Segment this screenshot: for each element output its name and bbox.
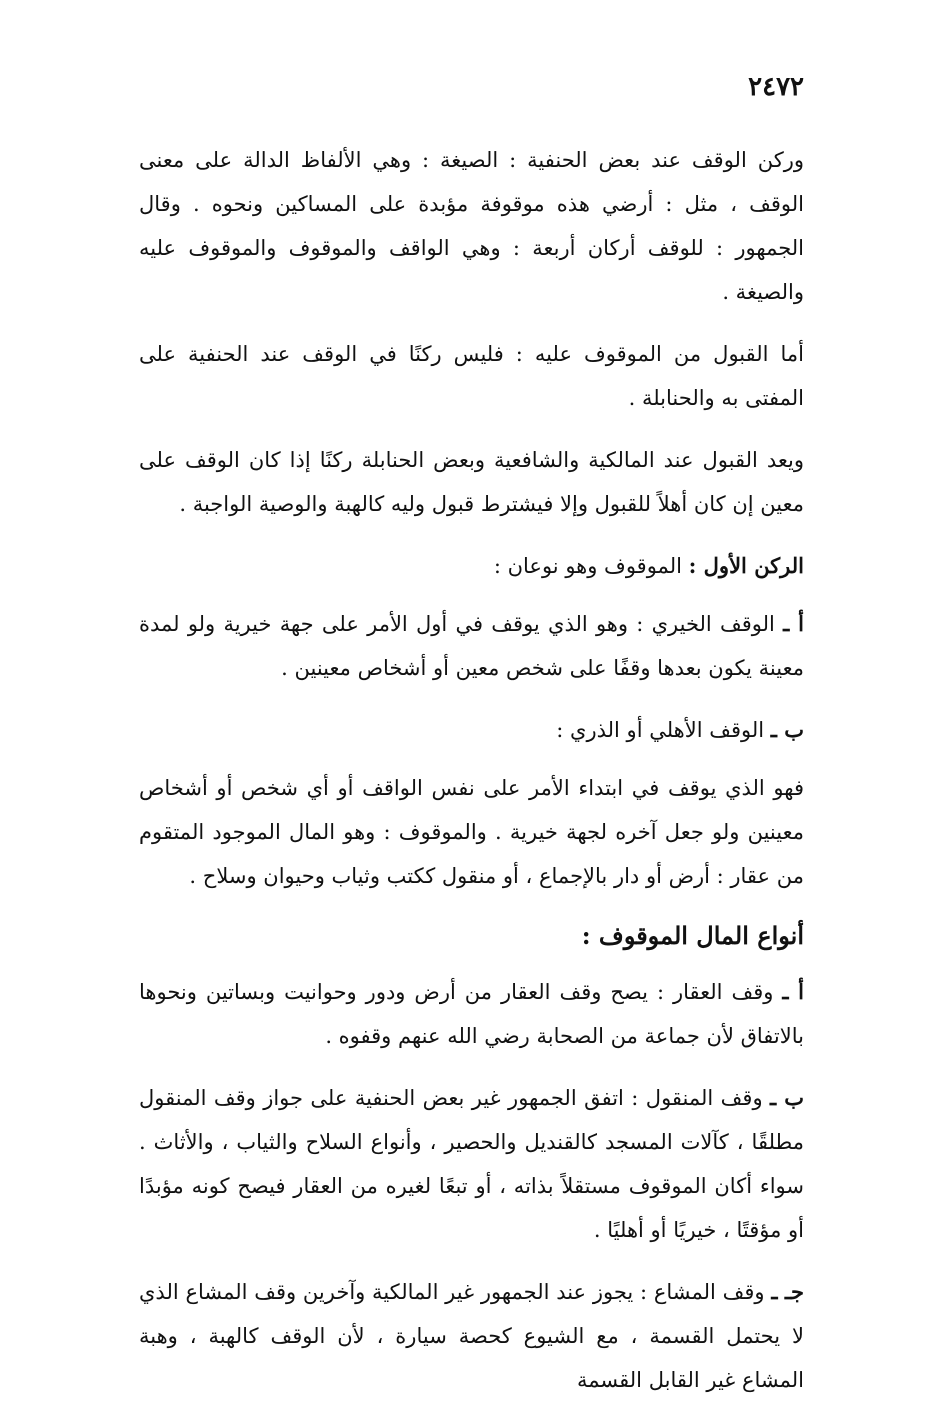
paragraph-text: الوقف الأهلي أو الذري : [556,718,771,742]
paragraph-text: وقف المشاع : يجوز عند الجمهور غير المالكية وآخرين وقف المشاع الذي لا يحتمل القسمة ، مع الشيوع كحصة سيارة ، لأن الوقف كالهبة ، وهبة المشاع غير القابل القسمة [139,1280,804,1392]
section-heading: أنواع المال الموقوف : [581,921,804,950]
paragraph-text: الوقف الخيري : وهو الذي يوقف في أول الأمر على جهة خيرية ولو لمدة معينة يكون بعدها وقفًا على شخص معين أو أشخاص معينين . [139,612,804,680]
body-text [139,138,804,1420]
paragraph-lead: الركن الأول : [688,553,804,578]
paragraph-waqf-khayri [139,602,804,690]
page-number: ٢٤٧٢ [748,72,804,102]
paragraph-text: وقف المنقول : اتفق الجمهور غير بعض الحنفية على جواز وقف المنقول مطلقًا ، كآلات المسجد كالقنديل والحصير ، وأنواع السلاح والثياب ، والأثاث . سواء أكان الموقوف مستقلاً بذاته ، أو تبعًا لغيره من العقار فيصح كونه مؤبدًا أو مؤقتًا ، خيريًا أو أهليًا . [139,1086,804,1242]
paragraph-lead: ب ـ [770,1085,804,1110]
paragraph-qabool [139,332,804,420]
paragraph-waqf-ahli-detail [139,766,804,898]
paragraph-rukn-alwaqf [139,138,804,314]
paragraph-lead: أ ـ [782,979,804,1004]
paragraph-text: وركن الوقف عند بعض الحنفية : الصيغة : وهي الألفاظ الدالة على معنى الوقف ، مثل : أرضي هذه موقوفة مؤبدة على المساكين ونحوه . وقال الجمهور : للوقف أركان أربعة : وهي الواقف والموقوف والموقوف عليه والصيغة . [139,148,804,304]
paragraph-text: الموقوف وهو نوعان : [493,554,689,578]
paragraph-rukn-awwal [139,544,804,588]
paragraph-waqf-aqar [139,970,804,1058]
paragraph-text: فهو الذي يوقف في ابتداء الأمر على نفس الواقف أو أي شخص أو أشخاص معينين ولو جعل آخره لجهة خيرية . والموقوف : وهو المال الموجود المتقوم من عقار : أرض أو دار بالإجماع ، أو منقول ككتب وثياب وحيوان وسلاح . [139,776,804,888]
paragraph-lead: ب ـ [770,717,804,742]
paragraph-text: ويعد القبول عند المالكية والشافعية وبعض الحنابلة ركنًا إذا كان الوقف على معين إن كان أهلاً للقبول وإلا فيشترط قبول وليه كالهبة والوصية الواجبة . [139,448,804,516]
paragraph-lead: أ ـ [783,611,804,636]
paragraph-qabool-malikiyya [139,438,804,526]
paragraph-waqf-manqool [139,1076,804,1252]
paragraph-waqf-mushaa [139,1270,804,1402]
paragraph-lead: جـ ـ [771,1279,804,1304]
paragraph-text: وقف العقار : يصح وقف العقار من أرض ودور وحوانيت وبساتين ونحوها بالاتفاق لأن جماعة من الصحابة رضي الله عنهم وقفوه . [139,980,804,1048]
paragraph-waqf-ahli [139,708,804,752]
paragraph-text: أما القبول من الموقوف عليه : فليس ركنًا في الوقف عند الحنفية على المفتى به والحنابلة . [139,342,804,410]
